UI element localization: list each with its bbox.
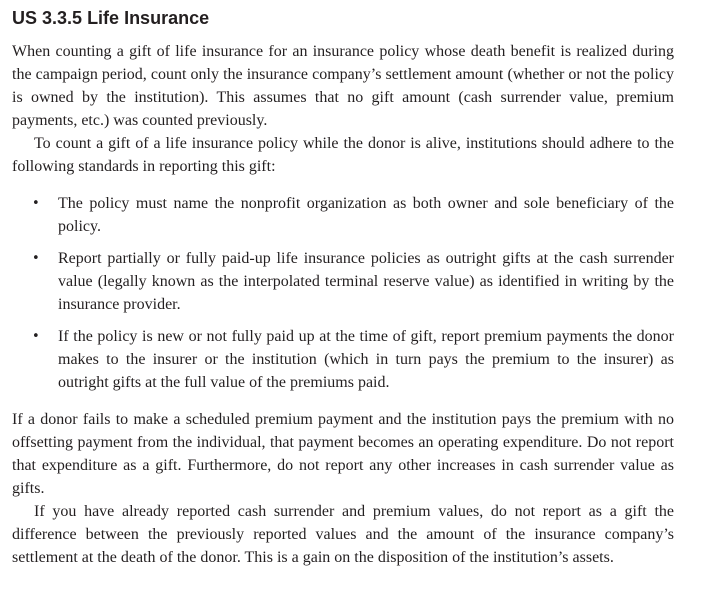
paragraph-failure: If a donor fails to make a scheduled premium payment and the institution pays the premium with no offsetting payment from the individual, that payment becomes an operating expenditure. Do not report that expenditure as a gift. Furthermore, do not report any other increases in cash surrender value as gifts. <box>12 411 674 497</box>
list-item <box>12 325 674 394</box>
document-page <box>12 6 674 569</box>
section-number: US 3.3.5 <box>12 8 83 28</box>
bullet-icon: • <box>32 196 40 211</box>
paragraph-standards-intro: To count a gift of a life insurance policy while the donor is alive, institutions should adhere to the following standards in reporting this gift: <box>12 135 674 175</box>
section-heading <box>12 6 674 30</box>
list-item <box>12 192 674 238</box>
section-title: Life Insurance <box>87 8 210 28</box>
paragraph-already-reported: If you have already reported cash surrender and premium values, do not report as a gift the difference between the previously reported values and the amount of the insurance company’s settlement at the death of the donor. This is a gain on the disposition of the institution’s assets. <box>12 503 674 566</box>
standards-list <box>12 192 674 394</box>
list-item-text: Report partially or fully paid-up life insurance policies as outright gifts at the cash surrender value (legally known as the interpolated terminal reserve value) as identified in writing by the insurance provider. <box>58 250 674 313</box>
bullet-icon: • <box>32 251 40 266</box>
paragraph-intro: When counting a gift of life insurance for an insurance policy whose death benefit is realized during the campaign period, count only the insurance company’s settlement amount (whether or not the policy is owned by the institution). This assumes that no gift amount (cash surrender value, premium payments, etc.) was counted previously. <box>12 43 674 129</box>
list-item-text: If the policy is new or not fully paid up at the time of gift, report premium payments the donor makes to the insurer or the institution (which in turn pays the premium to the insurer) as outright gifts at the full value of the premiums paid. <box>58 328 674 391</box>
bullet-icon: • <box>32 329 40 344</box>
list-item <box>12 247 674 316</box>
list-item-text: The policy must name the nonprofit organization as both owner and sole beneficiary of the policy. <box>58 195 674 235</box>
